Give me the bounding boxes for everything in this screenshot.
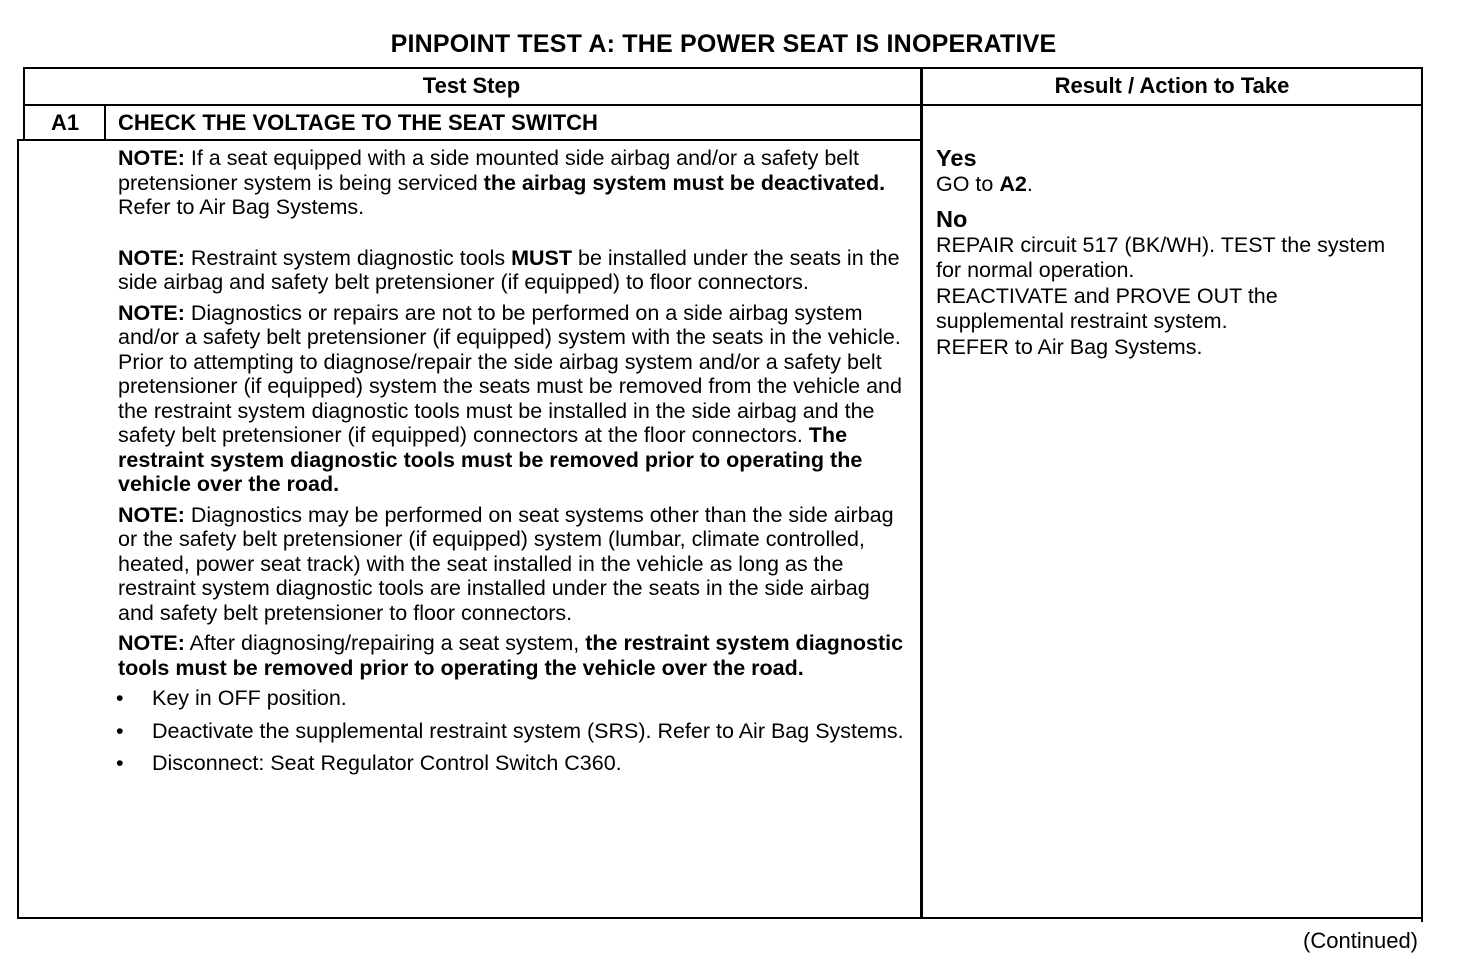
note-paragraph bbox=[118, 631, 908, 680]
step-body bbox=[118, 146, 908, 784]
header-test-step: Test Step bbox=[422, 73, 521, 98]
note-text: Refer to Air Bag Systems. bbox=[118, 195, 365, 219]
note-text: The restraint system diagnostic tools must be removed prior to operating the vehicle over the road. bbox=[118, 423, 863, 496]
note-text: the restraint system diagnostic tools must be removed prior to operating the vehicle over the road. bbox=[118, 631, 904, 680]
result-column bbox=[936, 145, 1406, 360]
note-label: NOTE: bbox=[118, 146, 185, 170]
column-divider bbox=[920, 67, 923, 919]
bullet-item: • Deactivate the supplemental restraint system (SRS). Refer to Air Bag Systems. bbox=[118, 719, 908, 744]
note-text: If a seat equipped with a side mounted side airbag and/or a safety belt pretensioner system is being serviced bbox=[118, 146, 859, 195]
note-text: the airbag system must be deactivated. bbox=[483, 170, 886, 195]
notes-list bbox=[118, 146, 908, 680]
yes-label: Yes bbox=[936, 145, 977, 171]
header-separator bbox=[23, 104, 1423, 106]
no-actions bbox=[936, 233, 1406, 361]
yes-action bbox=[936, 172, 1406, 198]
step-title-underline bbox=[17, 139, 923, 141]
table-border-left-body bbox=[17, 139, 19, 919]
no-action-line: REFER to Air Bag Systems. bbox=[936, 334, 1203, 359]
note-paragraph bbox=[118, 301, 908, 497]
step-title: CHECK THE VOLTAGE TO THE SEAT SWITCH bbox=[118, 110, 598, 135]
bullet-item: • Key in OFF position. bbox=[118, 686, 908, 711]
bullet-item: • Disconnect: Seat Regulator Control Switch C360. bbox=[118, 751, 908, 776]
note-paragraph bbox=[118, 503, 908, 626]
note-paragraph bbox=[118, 246, 908, 295]
note-text: Restraint system diagnostic tools bbox=[184, 245, 512, 270]
step-id: A1 bbox=[50, 110, 80, 135]
table-border-right bbox=[1421, 67, 1423, 922]
yes-action-prefix: GO to bbox=[936, 172, 1000, 196]
table-border-bottom bbox=[17, 917, 1423, 919]
bullet-list bbox=[118, 686, 908, 776]
step-row-left bbox=[23, 104, 25, 141]
note-text: be installed under the seats in the side airbag and safety belt pretensioner (if equipped) to floor connectors. bbox=[118, 245, 900, 294]
note-label: NOTE: bbox=[118, 245, 185, 270]
note-label: NOTE: bbox=[118, 631, 185, 655]
yes-action-suffix: . bbox=[1026, 172, 1033, 196]
note-label: NOTE: bbox=[118, 300, 185, 325]
yes-action-target: A2 bbox=[999, 172, 1027, 196]
note-text: Diagnostics or repairs are not to be performed on a side airbag system and/or a safety belt pretensioner (if equipped) system with the seats in the vehicle. Prior to attempting to diagnose/repair the side airbag system and/or a safety belt pretensioner (if equipped) system the seats must be removed from the vehicle and the restraint system diagnostic tools must be installed in the side airbag and the safety belt pretensioner (if equipped) connectors at the floor connectors. bbox=[118, 300, 902, 447]
table-border-top bbox=[23, 67, 1423, 69]
note-text: MUST bbox=[511, 245, 573, 270]
no-action-line: REACTIVATE and PROVE OUT the supplemental restraint system. bbox=[936, 283, 1278, 333]
no-label: No bbox=[936, 205, 968, 232]
no-action-line: REPAIR circuit 517 (BK/WH). TEST the system for normal operation. bbox=[936, 232, 1386, 282]
note-text: Diagnostics may be performed on seat systems other than the side airbag or the safety belt pretensioner (if equipped) system (lumbar, climate controlled, heated, power seat track) with the seat installed in the vehicle as long as the restraint system diagnostic tools are installed under the seats in the side airbag and safety belt pretensioner to floor connectors. bbox=[118, 502, 894, 625]
continued-label: (Continued) bbox=[1303, 928, 1418, 953]
note-paragraph bbox=[118, 146, 908, 220]
note-label: NOTE: bbox=[118, 502, 185, 527]
header-result: Result / Action to Take bbox=[1054, 73, 1290, 98]
note-text: After diagnosing/repairing a seat system, bbox=[184, 631, 586, 655]
step-id-divider bbox=[104, 104, 106, 141]
page-title: PINPOINT TEST A: THE POWER SEAT IS INOPERATIVE bbox=[390, 30, 1057, 58]
